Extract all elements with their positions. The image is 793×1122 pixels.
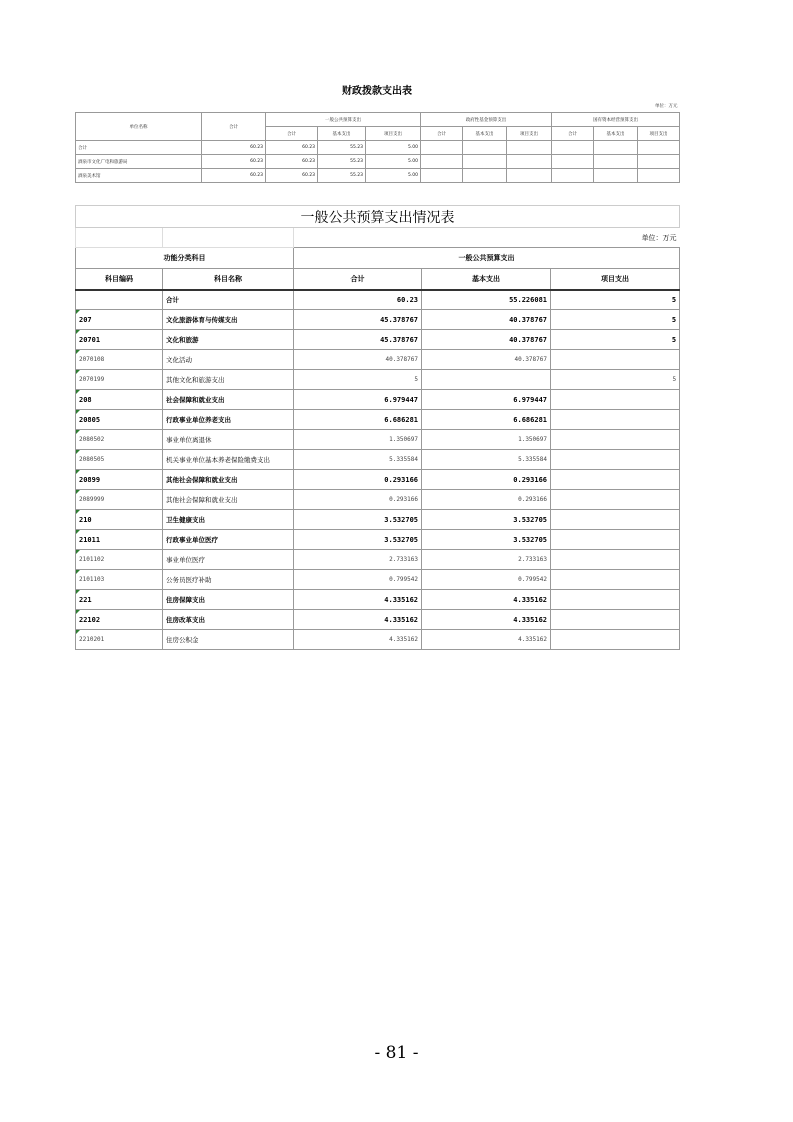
subheader-total: 合计 bbox=[552, 127, 594, 141]
header-unit-name: 单位名称 bbox=[76, 113, 202, 141]
cell-marker-icon bbox=[76, 310, 80, 314]
cell-marker-icon bbox=[76, 590, 80, 594]
cell-project bbox=[551, 490, 680, 510]
cell-total-text: 3.532705 bbox=[384, 535, 418, 544]
header-capital-budget: 国有资本经营预算支出 bbox=[552, 113, 680, 127]
cell-name bbox=[163, 370, 294, 390]
header-general-budget: 一般公共预算支出 bbox=[266, 113, 421, 127]
cell-project bbox=[551, 370, 680, 390]
table-row bbox=[76, 610, 680, 630]
cell-total bbox=[294, 490, 422, 510]
cell-code-text: 2089999 bbox=[79, 496, 105, 503]
cell-project bbox=[551, 310, 680, 330]
cell-total-text: 1.350697 bbox=[389, 436, 418, 443]
cell-basic-text: 55.226081 bbox=[509, 295, 547, 304]
cell-name-text: 事业单位离退休 bbox=[166, 436, 212, 444]
cell-total-text: 40.378767 bbox=[385, 356, 418, 363]
cell-basic bbox=[422, 630, 551, 650]
cell-total bbox=[294, 550, 422, 570]
cell-name-text: 文化活动 bbox=[166, 356, 192, 364]
cell-project bbox=[551, 610, 680, 630]
cell-total bbox=[294, 350, 422, 370]
table-row bbox=[76, 310, 680, 330]
table-row bbox=[76, 450, 680, 470]
cell-name bbox=[163, 450, 294, 470]
cell-name bbox=[163, 490, 294, 510]
cell-total-text: 45.378767 bbox=[380, 335, 418, 344]
cell-code bbox=[76, 410, 163, 430]
cell-basic bbox=[422, 290, 551, 310]
cell-name-text: 住房公积金 bbox=[166, 636, 199, 644]
cell-marker-icon bbox=[76, 550, 80, 554]
table-row bbox=[76, 550, 680, 570]
cell-marker-icon bbox=[76, 450, 80, 454]
cell-name-text: 社会保障和就业支出 bbox=[166, 396, 225, 404]
cell-project bbox=[551, 510, 680, 530]
subheader-project: 项目支出 bbox=[366, 127, 421, 141]
cell-basic bbox=[422, 430, 551, 450]
cell-basic bbox=[422, 390, 551, 410]
table-row bbox=[76, 590, 680, 610]
general-budget-expenditure-table bbox=[75, 205, 679, 650]
cell-code bbox=[76, 550, 163, 570]
cell-name-text: 卫生健康支出 bbox=[166, 516, 205, 524]
cell-code bbox=[76, 430, 163, 450]
header-basic: 基本支出 bbox=[422, 269, 551, 290]
cell-name-text: 其他文化和旅游支出 bbox=[166, 376, 225, 384]
cell-total-text: 4.335162 bbox=[384, 615, 418, 624]
subheader-basic: 基本支出 bbox=[463, 127, 507, 141]
cell-project-text: 5 bbox=[671, 335, 677, 344]
subheader-project: 项目支出 bbox=[507, 127, 552, 141]
cell-name bbox=[163, 510, 294, 530]
cell-basic bbox=[422, 570, 551, 590]
cell-general-basic: 55.23 bbox=[318, 155, 366, 169]
cell-project bbox=[551, 430, 680, 450]
cell-project-text: 5 bbox=[671, 315, 677, 324]
cell-name bbox=[163, 430, 294, 450]
cell-basic-text: 4.335162 bbox=[513, 595, 547, 604]
cell-code-text: 2080505 bbox=[79, 456, 105, 463]
cell-basic-text: 1.350697 bbox=[518, 436, 547, 443]
cell-basic bbox=[422, 370, 551, 390]
cell-total-text: 6.979447 bbox=[384, 395, 418, 404]
cell-marker-icon bbox=[76, 470, 80, 474]
subheader-basic: 基本支出 bbox=[594, 127, 638, 141]
cell-name bbox=[163, 290, 294, 310]
cell-basic-text: 40.378767 bbox=[509, 335, 547, 344]
cell-total-text: 5 bbox=[414, 376, 418, 383]
cell-total bbox=[294, 450, 422, 470]
cell-basic bbox=[422, 410, 551, 430]
header-code: 科目编码 bbox=[76, 269, 163, 290]
cell-code bbox=[76, 530, 163, 550]
cell-name-text: 公务员医疗补助 bbox=[166, 576, 212, 584]
cell-basic-text: 40.378767 bbox=[509, 315, 547, 324]
cell-basic-text: 6.686281 bbox=[513, 415, 547, 424]
cell-project-text: 5 bbox=[671, 295, 677, 304]
header-total: 合计 bbox=[202, 113, 266, 141]
cell-code bbox=[76, 630, 163, 650]
cell-marker-icon bbox=[76, 630, 80, 634]
table-row bbox=[76, 410, 680, 430]
cell-total bbox=[294, 370, 422, 390]
fiscal-appropriation-table bbox=[75, 84, 679, 183]
cell-marker-icon bbox=[76, 510, 80, 514]
cell-code-text: 2210201 bbox=[79, 636, 105, 643]
cell-total bbox=[294, 570, 422, 590]
cell-marker-icon bbox=[76, 530, 80, 534]
cell-basic-text: 0.293166 bbox=[518, 496, 547, 503]
cell-code bbox=[76, 450, 163, 470]
table-row bbox=[76, 430, 680, 450]
table-row bbox=[76, 155, 680, 169]
cell-marker-icon bbox=[76, 430, 80, 434]
cell-code-text: 207 bbox=[79, 315, 92, 324]
cell-marker-icon bbox=[76, 570, 80, 574]
cell-name-text: 住房改革支出 bbox=[166, 616, 205, 624]
table-row bbox=[76, 490, 680, 510]
cell-project bbox=[551, 550, 680, 570]
subheader-total: 合计 bbox=[266, 127, 318, 141]
table-row bbox=[76, 290, 680, 310]
table1-unit: 单位：万元 bbox=[655, 104, 678, 109]
cell-code bbox=[76, 610, 163, 630]
header-fund-budget: 政府性基金预算支出 bbox=[421, 113, 552, 127]
cell-project bbox=[551, 470, 680, 490]
cell-total-text: 5.335584 bbox=[389, 456, 418, 463]
cell-basic bbox=[422, 350, 551, 370]
header-total: 合计 bbox=[294, 269, 422, 290]
cell-code-text: 21011 bbox=[79, 535, 101, 544]
table-row bbox=[76, 169, 680, 183]
cell-code bbox=[76, 470, 163, 490]
table-row bbox=[76, 510, 680, 530]
table-row bbox=[76, 390, 680, 410]
cell-project bbox=[551, 530, 680, 550]
cell-basic-text: 40.378767 bbox=[514, 356, 547, 363]
table-row bbox=[76, 470, 680, 490]
cell-basic bbox=[422, 510, 551, 530]
cell-general-project: 5.00 bbox=[366, 141, 421, 155]
cell-basic-text: 0.293166 bbox=[513, 475, 547, 484]
cell-project bbox=[551, 630, 680, 650]
table-row bbox=[76, 370, 680, 390]
subheader-project: 项目支出 bbox=[638, 127, 680, 141]
cell-name bbox=[163, 330, 294, 350]
cell-basic bbox=[422, 530, 551, 550]
cell-code bbox=[76, 370, 163, 390]
cell-code-text: 221 bbox=[79, 595, 92, 604]
cell-total bbox=[294, 470, 422, 490]
cell-name-text: 其他社会保障和就业支出 bbox=[166, 496, 238, 504]
cell-name: 酒泉市文化广电和旅游局 bbox=[76, 155, 202, 169]
cell-code bbox=[76, 290, 163, 310]
cell-name: 合计 bbox=[76, 141, 202, 155]
cell-basic bbox=[422, 590, 551, 610]
subheader-total: 合计 bbox=[421, 127, 463, 141]
cell-code-text: 20805 bbox=[79, 415, 101, 424]
cell-name bbox=[163, 410, 294, 430]
cell-code-text: 2101102 bbox=[79, 556, 105, 563]
cell-project bbox=[551, 330, 680, 350]
cell-total-text: 3.532705 bbox=[384, 515, 418, 524]
cell-name-text: 行政事业单位养老支出 bbox=[166, 416, 231, 424]
cell-total bbox=[294, 410, 422, 430]
cell-project bbox=[551, 410, 680, 430]
cell-total bbox=[294, 430, 422, 450]
header-general-budget: 一般公共预算支出 bbox=[294, 248, 680, 269]
cell-general-total: 60.23 bbox=[266, 141, 318, 155]
cell-name-text: 文化旅游体育与传媒支出 bbox=[166, 316, 238, 324]
cell-total-text: 60.23 bbox=[396, 295, 418, 304]
cell-project bbox=[551, 450, 680, 470]
cell-code-text: 22102 bbox=[79, 615, 101, 624]
table-row bbox=[76, 330, 680, 350]
cell-total: 60.23 bbox=[202, 169, 266, 183]
cell-name bbox=[163, 310, 294, 330]
cell-code-text: 2070108 bbox=[79, 356, 105, 363]
cell-name bbox=[163, 570, 294, 590]
cell-marker-icon bbox=[76, 370, 80, 374]
cell-total-text: 0.293166 bbox=[384, 475, 418, 484]
cell-name bbox=[163, 390, 294, 410]
table2-unit: 单位：万元 bbox=[294, 228, 680, 248]
cell-code bbox=[76, 590, 163, 610]
cell-name bbox=[163, 350, 294, 370]
cell-code-text: 2101103 bbox=[79, 576, 105, 583]
cell-name: 酒泉美术馆 bbox=[76, 169, 202, 183]
cell-total bbox=[294, 610, 422, 630]
cell-basic bbox=[422, 310, 551, 330]
cell-name-text: 住房保障支出 bbox=[166, 596, 205, 604]
cell-basic bbox=[422, 610, 551, 630]
cell-basic bbox=[422, 470, 551, 490]
cell-total-text: 0.293166 bbox=[389, 496, 418, 503]
cell-project bbox=[551, 390, 680, 410]
cell-total bbox=[294, 530, 422, 550]
table-row bbox=[76, 141, 680, 155]
cell-general-total: 60.23 bbox=[266, 169, 318, 183]
cell-basic bbox=[422, 450, 551, 470]
cell-basic-text: 3.532705 bbox=[513, 535, 547, 544]
cell-total-text: 4.335162 bbox=[389, 636, 418, 643]
cell-basic-text: 5.335584 bbox=[518, 456, 547, 463]
cell-basic bbox=[422, 490, 551, 510]
cell-project bbox=[551, 290, 680, 310]
header-name: 科目名称 bbox=[163, 269, 294, 290]
cell-total bbox=[294, 330, 422, 350]
cell-marker-icon bbox=[76, 610, 80, 614]
cell-basic-text: 6.979447 bbox=[513, 395, 547, 404]
cell-marker-icon bbox=[76, 490, 80, 494]
cell-basic-text: 2.733163 bbox=[518, 556, 547, 563]
cell-code bbox=[76, 330, 163, 350]
table1-title: 财政拨款支出表 bbox=[342, 86, 412, 97]
cell-name bbox=[163, 550, 294, 570]
cell-total bbox=[294, 590, 422, 610]
cell-code-text: 208 bbox=[79, 395, 92, 404]
cell-project-text: 5 bbox=[672, 376, 677, 383]
cell-marker-icon bbox=[76, 350, 80, 354]
cell-basic-text: 0.799542 bbox=[518, 576, 547, 583]
cell-basic-text: 4.335162 bbox=[518, 636, 547, 643]
table-row bbox=[76, 350, 680, 370]
cell-name-text: 机关事业单位基本养老保险缴费支出 bbox=[166, 456, 270, 464]
cell-code bbox=[76, 350, 163, 370]
cell-name bbox=[163, 630, 294, 650]
cell-name-text: 文化和旅游 bbox=[166, 336, 199, 344]
cell-name-text: 其他社会保障和就业支出 bbox=[166, 476, 238, 484]
cell-name-text: 事业单位医疗 bbox=[166, 556, 205, 564]
cell-total-text: 45.378767 bbox=[380, 315, 418, 324]
cell-marker-icon bbox=[76, 410, 80, 414]
cell-code bbox=[76, 570, 163, 590]
cell-project bbox=[551, 350, 680, 370]
cell-total bbox=[294, 290, 422, 310]
cell-name bbox=[163, 610, 294, 630]
cell-code bbox=[76, 490, 163, 510]
cell-marker-icon bbox=[76, 330, 80, 334]
cell-total bbox=[294, 510, 422, 530]
cell-name bbox=[163, 470, 294, 490]
cell-total-text: 4.335162 bbox=[384, 595, 418, 604]
cell-project bbox=[551, 570, 680, 590]
cell-general-total: 60.23 bbox=[266, 155, 318, 169]
cell-total bbox=[294, 630, 422, 650]
cell-name bbox=[163, 590, 294, 610]
cell-marker-icon bbox=[76, 390, 80, 394]
cell-total: 60.23 bbox=[202, 155, 266, 169]
header-function-category: 功能分类科目 bbox=[76, 248, 294, 269]
cell-code-text: 20701 bbox=[79, 335, 101, 344]
page-number: - 81 - bbox=[374, 1043, 419, 1063]
cell-name-text: 合计 bbox=[166, 296, 179, 305]
cell-code bbox=[76, 310, 163, 330]
cell-basic-text: 4.335162 bbox=[513, 615, 547, 624]
cell-general-project: 5.00 bbox=[366, 155, 421, 169]
table2-title: 一般公共预算支出情况表 bbox=[76, 206, 680, 228]
cell-total-text: 6.686281 bbox=[384, 415, 418, 424]
cell-general-basic: 55.23 bbox=[318, 169, 366, 183]
cell-name-text: 行政事业单位医疗 bbox=[166, 536, 218, 544]
table-row bbox=[76, 630, 680, 650]
cell-total: 60.23 bbox=[202, 141, 266, 155]
subheader-basic: 基本支出 bbox=[318, 127, 366, 141]
cell-general-project: 5.00 bbox=[366, 169, 421, 183]
cell-code-text: 210 bbox=[79, 515, 92, 524]
cell-code bbox=[76, 390, 163, 410]
cell-code-text: 2070199 bbox=[79, 376, 105, 383]
cell-total-text: 0.799542 bbox=[389, 576, 418, 583]
header-project: 项目支出 bbox=[551, 269, 680, 290]
cell-code-text: 20899 bbox=[79, 475, 101, 484]
cell-basic bbox=[422, 550, 551, 570]
cell-basic-text: 3.532705 bbox=[513, 515, 547, 524]
cell-general-basic: 55.23 bbox=[318, 141, 366, 155]
cell-code-text: 2080502 bbox=[79, 436, 105, 443]
table-row bbox=[76, 530, 680, 550]
cell-basic bbox=[422, 330, 551, 350]
cell-code bbox=[76, 510, 163, 530]
cell-total bbox=[294, 310, 422, 330]
cell-name bbox=[163, 530, 294, 550]
cell-project bbox=[551, 590, 680, 610]
cell-total-text: 2.733163 bbox=[389, 556, 418, 563]
table-row bbox=[76, 570, 680, 590]
cell-total bbox=[294, 390, 422, 410]
